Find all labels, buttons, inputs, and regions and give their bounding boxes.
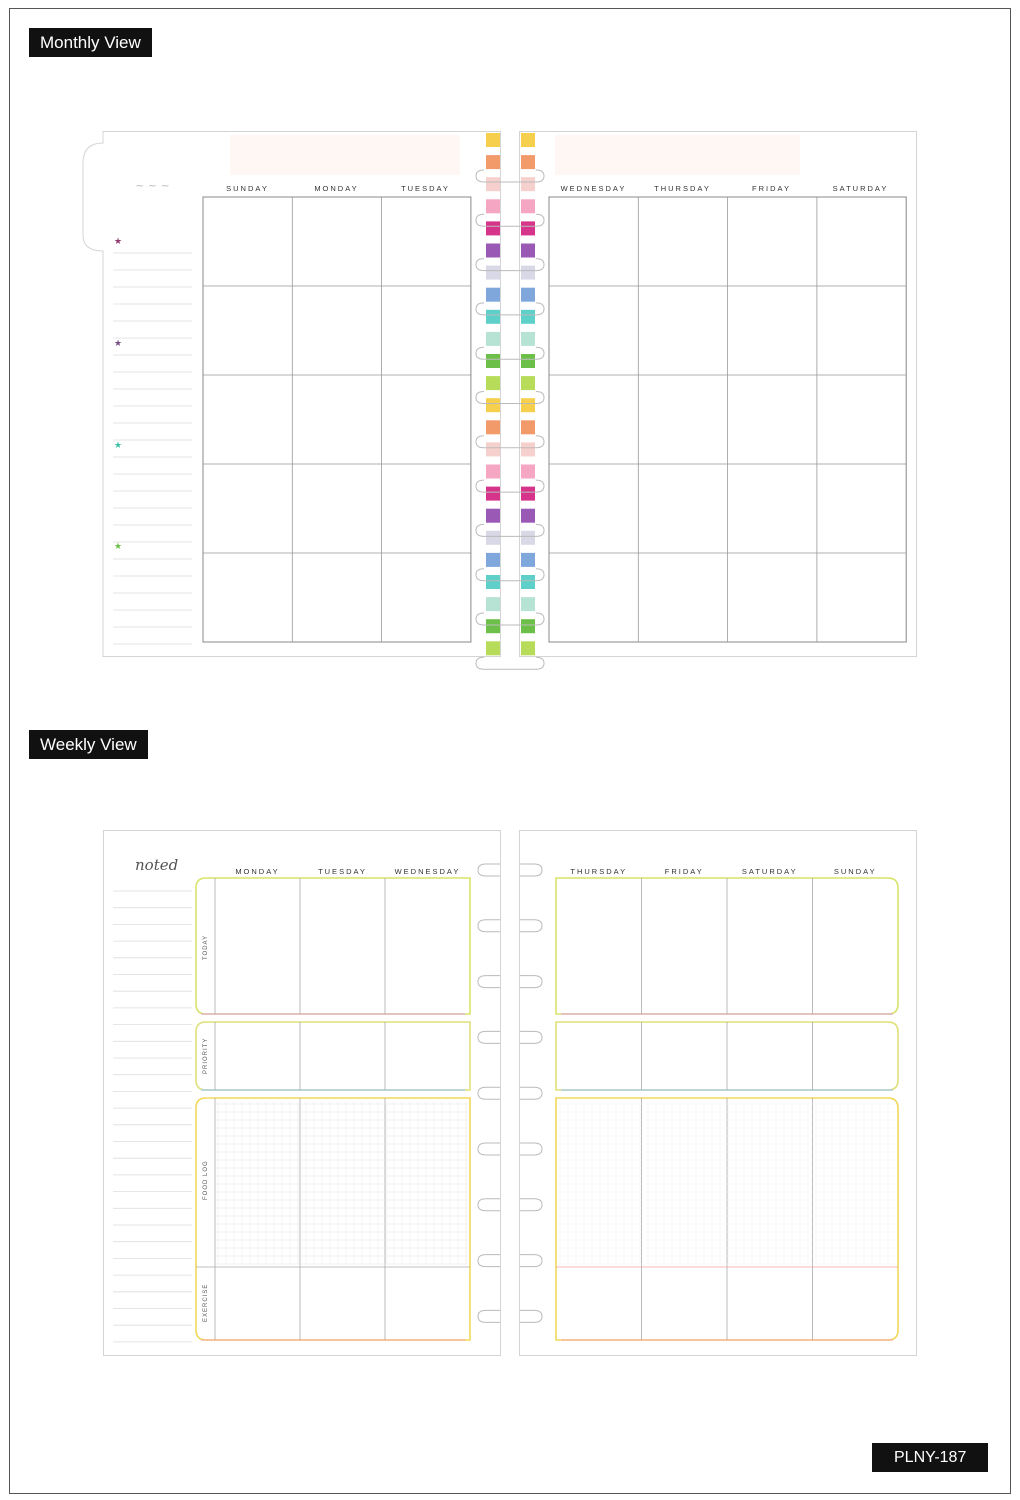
sku-label: PLNY-187 [872,1443,988,1472]
day-header: MONDAY [314,184,359,193]
section-box [196,1098,470,1340]
star-icon: ★ [114,542,123,552]
monthly-script-heading: ~ ~ ~ [135,179,170,192]
section-label: TODAY [203,934,209,960]
binder-disc [520,864,542,876]
star-icon: ★ [114,441,123,451]
day-header: SATURDAY [741,867,798,876]
day-header: FRIDAY [664,867,704,876]
binder-disc [520,1199,542,1211]
day-header: THURSDAY [570,867,628,876]
section-label: FOOD LOG [203,1160,209,1200]
binder-disc [478,1255,500,1267]
day-header: TUESDAY [318,867,367,876]
day-header: WEDNESDAY [394,867,461,876]
section-box [196,878,470,1014]
binder-disc [478,1143,500,1155]
day-header: SUNDAY [226,184,269,193]
binder-disc [478,1087,500,1099]
binder-disc [478,920,500,932]
binder-disc [520,1031,542,1043]
weekly-view-label: Weekly View [29,730,148,759]
binder-disc [520,1143,542,1155]
day-header: FRIDAY [752,184,791,193]
binder-disc [478,864,500,876]
binder-disc [520,1255,542,1267]
binder-disc [478,1031,500,1043]
day-header: TUESDAY [401,184,450,193]
day-header: MONDAY [235,867,280,876]
binder-disc [478,976,500,988]
day-header: SUNDAY [833,867,877,876]
binder-disc [478,1310,500,1322]
day-header: THURSDAY [654,184,711,193]
star-icon: ★ [114,339,123,349]
weekly-notes-script: noted [135,856,179,874]
binder-disc [520,1087,542,1099]
binder-disc [520,1310,542,1322]
section-label: EXERCISE [203,1283,209,1322]
day-header: WEDNESDAY [560,184,627,193]
monthly-view-label: Monthly View [29,28,152,57]
binder-disc [520,976,542,988]
binder-disc [478,1199,500,1211]
binder-disc [520,920,542,932]
day-header: SATURDAY [832,184,889,193]
section-box [196,1022,470,1090]
star-icon: ★ [114,237,123,247]
section-label: PRIORITY [203,1037,209,1074]
